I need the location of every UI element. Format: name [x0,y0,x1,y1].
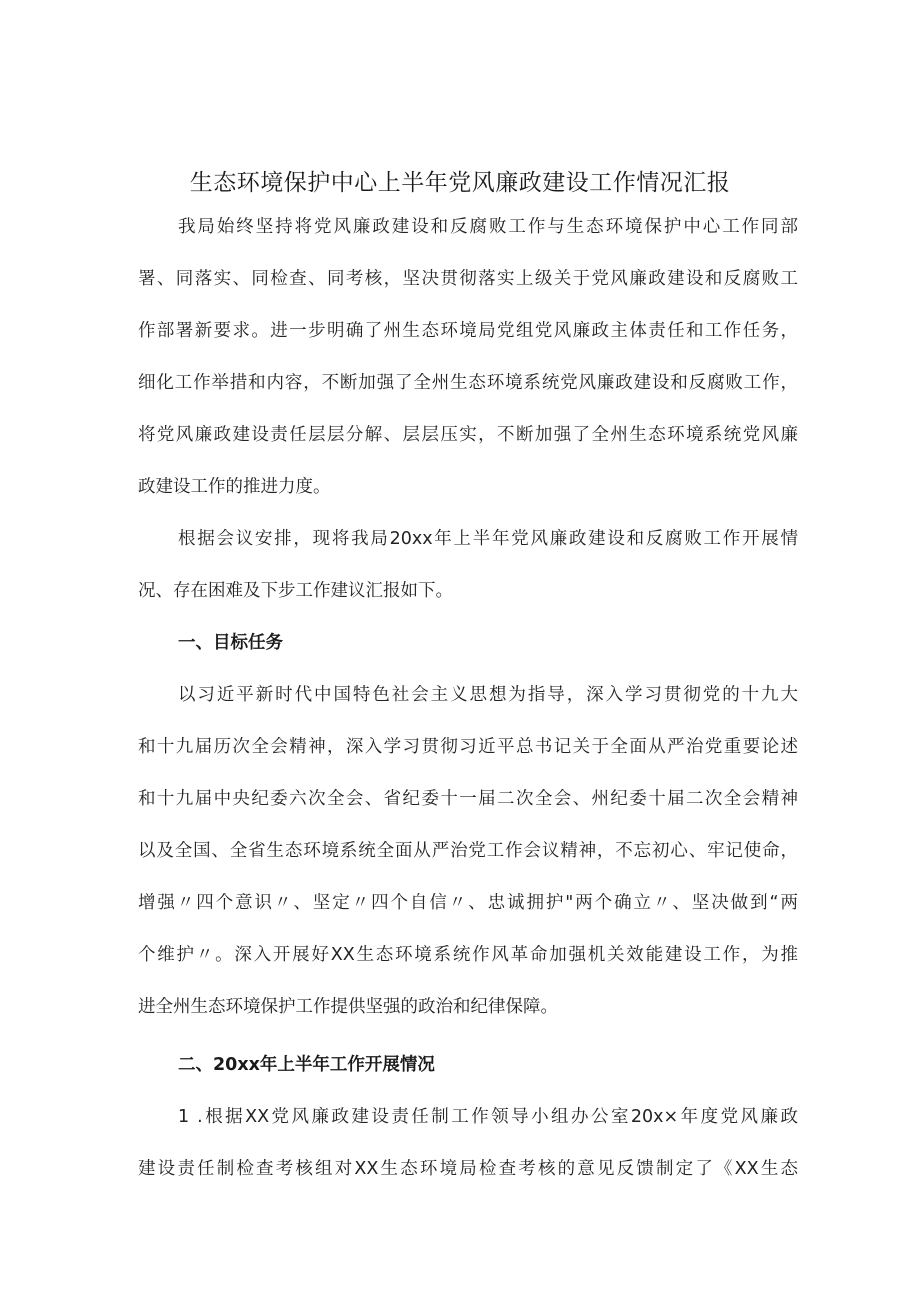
paragraph-line: 进全州生态环境保护工作提供坚强的政治和纪律保障。 [138,997,558,1017]
paragraph-line: 将党风廉政建设责任层层分解、层层压实，不断加强了全州生态环境系统党风廉 [138,425,798,445]
section-heading: 二、20xx年上半年工作开展情况 [178,1055,435,1075]
paragraph-line: 和十九届历次全会精神，深入学习贯彻习近平总书记关于全面从严治党重要论述 [138,737,798,757]
paragraph-line: 政建设工作的推进力度。 [138,477,331,497]
paragraph-line: 根据会议安排，现将我局20xx年上半年党风廉政建设和反腐败工作开展情 [178,529,798,549]
paragraph-line: 以习近平新时代中国特色社会主义思想为指导，深入学习贯彻党的十九大 [178,685,798,705]
paragraph-line: 我局始终坚持将党风廉政建设和反腐败工作与生态环境保护中心工作同部 [178,217,798,237]
paragraph-line: 个维护〃。深入开展好XX生态环境系统作风革命加强机关效能建设工作，为推 [138,945,798,965]
section-heading: 一、目标任务 [178,633,283,653]
paragraph-line: 1 .根据XX党风廉政建设责任制工作领导小组办公室20x×年度党风廉政 [178,1107,798,1127]
paragraph-line: 增强〃四个意识〃、坚定〃四个自信〃、忠诚拥护"两个确立〃、坚决做到“两 [138,893,798,913]
document-title: 生态环境保护中心上半年党风廉政建设工作情况汇报 [189,170,731,196]
paragraph-line: 作部署新要求。进一步明确了州生态环境局党组党风廉政主体责任和工作任务， [138,321,798,341]
paragraph-line: 以及全国、全省生态环境系统全面从严治党工作会议精神，不忘初心、牢记使命， [138,841,798,861]
paragraph-line: 况、存在困难及下步工作建议汇报如下。 [138,581,453,601]
paragraph-line: 和十九届中央纪委六次全会、省纪委十一届二次全会、州纪委十届二次全会精神 [138,789,798,809]
paragraph-line: 细化工作举措和内容，不断加强了全州生态环境系统党风廉政建设和反腐败工作， [138,373,798,393]
paragraph-line: 署、同落实、同检查、同考核，坚决贯彻落实上级关于党风廉政建设和反腐败工 [138,269,798,289]
paragraph-line: 建设责任制检查考核组对XX生态环境局检查考核的意见反馈制定了《XX生态 [138,1159,798,1179]
